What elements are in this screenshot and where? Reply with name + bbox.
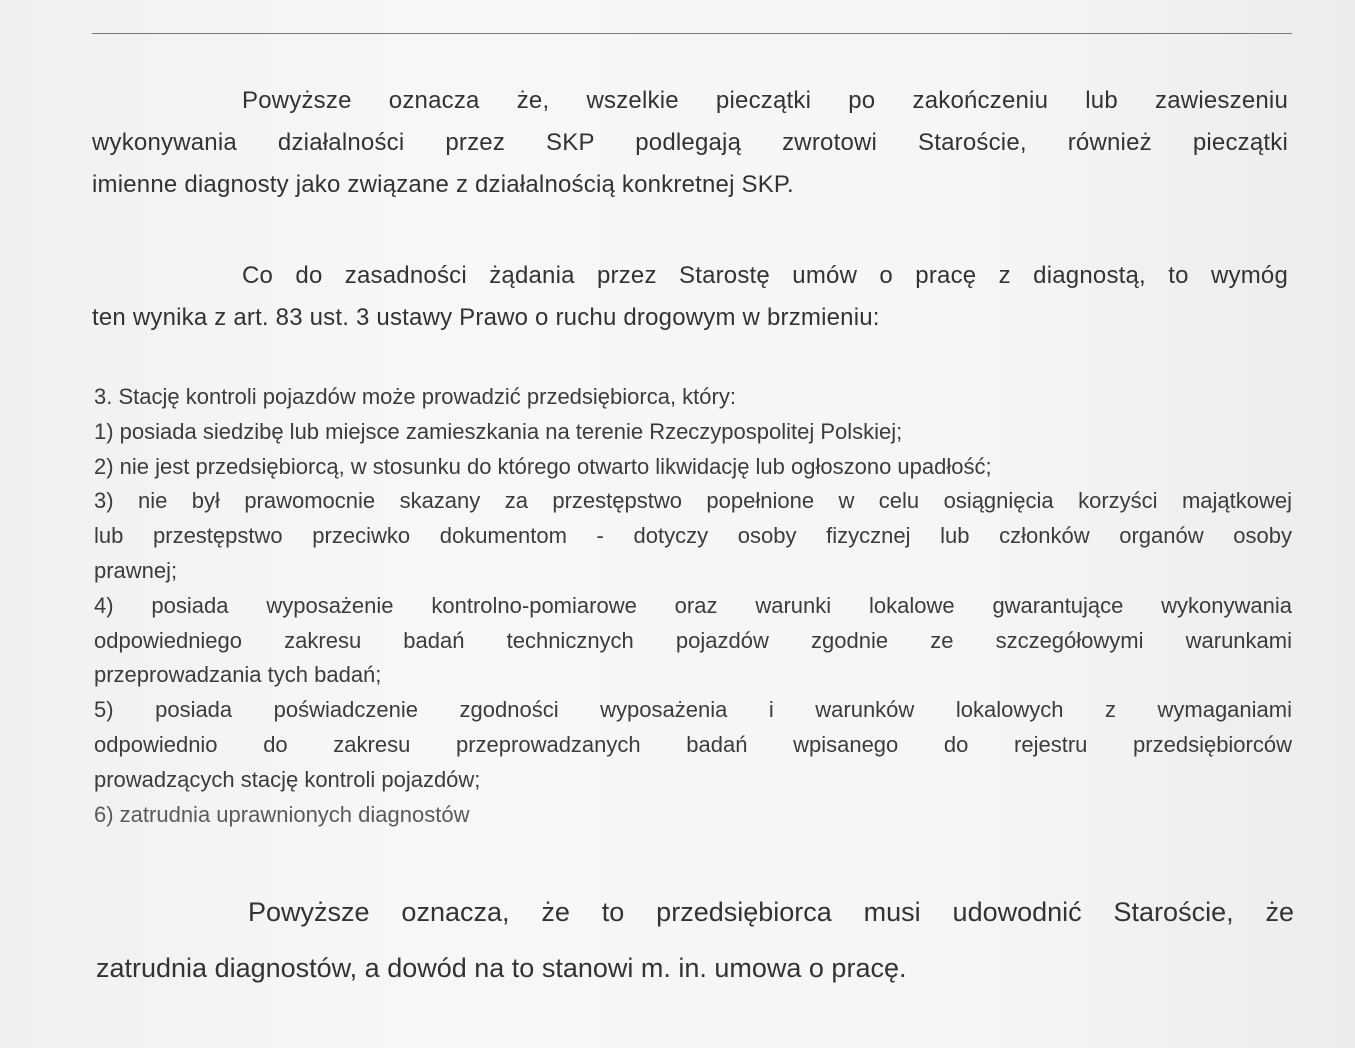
text-line: zatrudnia diagnostów, a dowód na to stanowi m. in. umowa o pracę. [96, 953, 907, 983]
law-line: 3. Stację kontroli pojazdów może prowadzić przedsiębiorca, który: [94, 384, 736, 409]
paragraph-conclusion [96, 884, 1294, 996]
law-line: odpowiednio do zakresu przeprowadzanych badań wpisanego do rejestru przedsiębiorców [94, 731, 1292, 757]
paragraph-stamps [92, 80, 1288, 206]
text-line: imienne diagnosty jako związane z działalnością konkretnej SKP. [92, 171, 794, 198]
law-line: prowadzących stację kontroli pojazdów; [94, 766, 481, 792]
text-line: Co do zasadności żądania przez Starostę umów o pracę z diagnostą, to wymóg [242, 262, 1288, 289]
law-line: 5) posiada poświadczenie zgodności wyposażenia i warunków lokalowych z wymaganiami [94, 697, 1292, 723]
text-line: Powyższe oznacza, że to przedsiębiorca musi udowodnić Staroście, że [248, 897, 1294, 927]
law-line: odpowiedniego zakresu badań technicznych pojazdów zgodnie ze szczegółowymi warunkami [94, 627, 1292, 653]
text-line: ten wynika z art. 83 ust. 3 ustawy Prawo o ruchu drogowym w brzmieniu: [92, 304, 880, 331]
text-line: wykonywania działalności przez SKP podlegają zwrotowi Staroście, również pieczątki [92, 129, 1288, 156]
law-line: 3) nie był prawomocnie skazany za przestępstwo popełnione w celu osiągnięcia korzyści majątkowej [94, 488, 1292, 514]
law-line: 2) nie jest przedsiębiorcą, w stosunku do którego otwarto likwidację lub ogłoszono upadłość; [94, 453, 992, 479]
text-line: Powyższe oznacza że, wszelkie pieczątki po zakończeniu lub zawieszeniu [242, 87, 1288, 114]
paragraph-legal-basis [92, 255, 1288, 339]
header-divider [92, 33, 1292, 34]
law-line: lub przestępstwo przeciwko dokumentom - dotyczy osoby fizycznej lub członków organów osoby [94, 523, 1292, 549]
law-line: 6) zatrudnia uprawnionych diagnostów [94, 801, 470, 827]
law-line: przeprowadzania tych badań; [94, 662, 382, 688]
law-line: prawnej; [94, 557, 178, 583]
quoted-law-article [94, 380, 1292, 832]
law-line: 4) posiada wyposażenie kontrolno-pomiarowe oraz warunki lokalowe gwarantujące wykonywania [94, 592, 1292, 618]
law-line: 1) posiada siedzibę lub miejsce zamieszkania na terenie Rzeczypospolitej Polskiej; [94, 418, 903, 444]
